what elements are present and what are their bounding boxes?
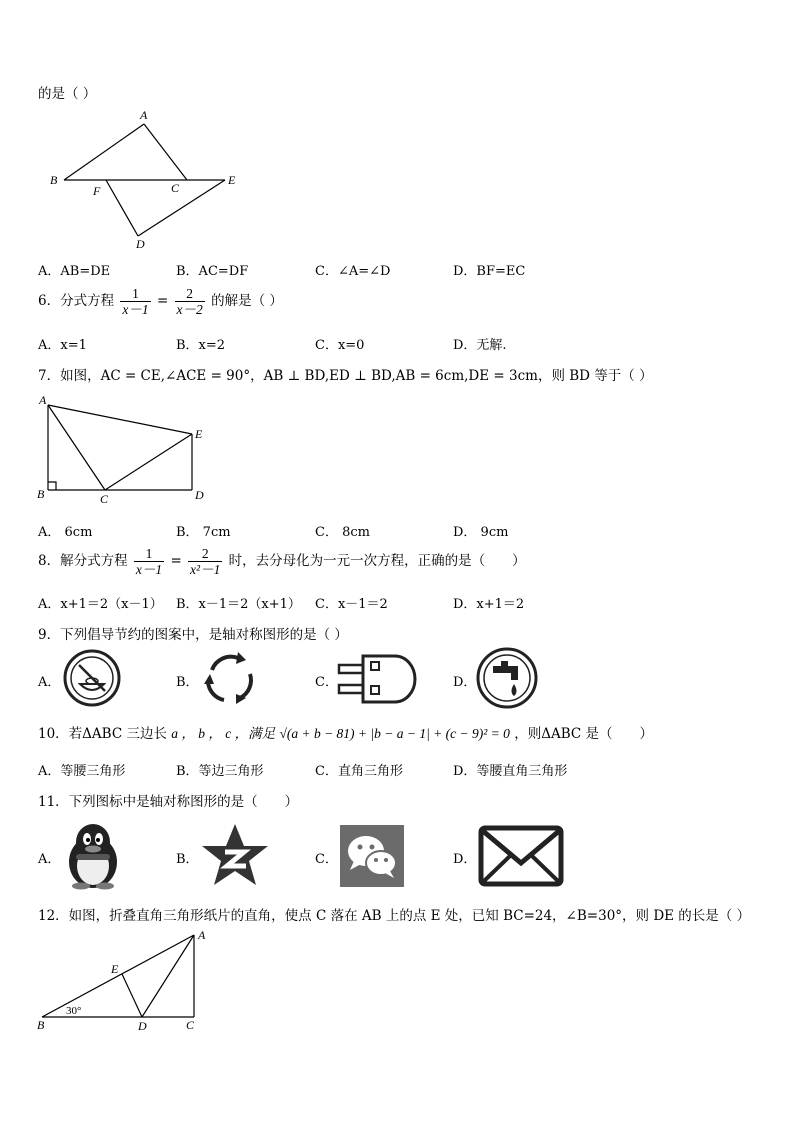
q10-suffix: ，则ΔABC 是（ ） [514,726,654,742]
q5-stem-tail: 的是（ ） [38,86,97,102]
q6-option-b[interactable]: B．x=2 [176,338,226,353]
q5-label-d: D [136,237,145,251]
q7-stem: 7．如图，AC = CE,∠ACE = 90°，AB ⊥ BD,ED ⊥ BD,AB = 6cm,DE = 3cm，则 BD 等于（ ） [38,368,653,384]
penguin-icon[interactable] [62,822,124,890]
q5-option-a[interactable]: A．AB=DE [38,264,111,279]
q10-option-d[interactable]: D．等腰直角三角形 [453,764,568,779]
q10-stem [38,722,653,742]
q11-option-b[interactable]: B． [176,852,199,867]
q8-option-d[interactable]: D．x+1＝2 [453,597,525,612]
q8-stem [38,546,526,577]
q10-expression: √(a + b − 81) + |b − a − 1| + (c − 9)² = 0 [279,726,510,741]
q5-label-f: F [93,184,101,198]
q12-label-c: C [186,1018,195,1032]
q6-option-a[interactable]: A．x=1 [38,338,87,353]
q6-stem [38,286,283,317]
q11-option-a[interactable]: A． [38,852,61,867]
power-plug-icon[interactable] [337,652,417,706]
q6-fraction-2: $\frac{2}{x-2}$ [176,286,203,317]
q9-option-a[interactable]: A． [38,675,61,690]
q8-option-c[interactable]: C．x－1＝2 [315,597,388,612]
q6-option-d[interactable]: D．无解. [453,338,507,353]
q10-option-b[interactable]: B．等边三角形 [176,764,264,779]
q8-option-b[interactable]: B．x－1＝2（x+1） [176,597,301,612]
water-faucet-icon[interactable] [475,646,539,710]
q9-option-c[interactable]: C． [315,675,338,690]
q6-prefix: 6．分式方程 [38,293,115,309]
q8-equals: = [170,553,182,569]
q10-vars: a ， b ， c ，满足 [171,726,276,741]
q5-option-d[interactable]: D．BF=EC [453,264,526,279]
q7-label-b: B [37,487,45,501]
q12-stem: 12．如图，折叠直角三角形纸片的直角，使点 C 落在 AB 上的点 E 处，已知 BC=24，∠B=30°，则 DE 的长是（ ） [38,908,751,924]
q7-label-a: A [39,393,47,407]
q11-stem: 11．下列图标中是轴对称图形的是（ ） [38,794,299,810]
star-z-icon[interactable] [200,822,270,888]
q5-label-b: B [50,173,58,187]
q9-option-b[interactable]: B． [176,675,199,690]
q7-option-d[interactable]: D． 9cm [453,525,509,540]
q9-option-d[interactable]: D． [453,675,477,690]
q12-label-d: D [138,1019,147,1033]
q12-label-a: A [198,928,206,942]
no-food-waste-icon[interactable] [62,648,122,708]
q8-option-a[interactable]: A．x+1＝2（x－1） [38,597,163,612]
q12-figure [34,925,214,1035]
q5-label-c: C [171,181,180,195]
q6-fraction-1: $\frac{1}{x-1}$ [122,286,149,317]
q6-suffix: 的解是（ ） [211,293,283,309]
q7-label-c: C [100,492,109,506]
q8-fraction-1: $\frac{1}{x-1}$ [135,546,163,577]
q8-fraction-2: $\frac{2}{\text{x²－1}}$ [190,546,221,577]
q7-figure [34,390,219,510]
envelope-icon[interactable] [478,825,564,887]
q8-prefix: 8．解分式方程 [38,553,128,569]
q11-option-d[interactable]: D． [453,852,477,867]
q12-angle-label: 30° [66,1005,82,1017]
q10-prefix: 10．若ΔABC 三边长 [38,726,167,742]
q5-figure [40,100,250,255]
q5-option-c[interactable]: C．∠A=∠D [315,264,391,279]
recycle-arrows-icon[interactable] [200,648,260,708]
q10-option-c[interactable]: C．直角三角形 [315,764,403,779]
q10-option-a[interactable]: A．等腰三角形 [38,764,126,779]
q7-option-b[interactable]: B． 7cm [176,525,231,540]
q5-label-a: A [140,108,148,122]
chat-bubbles-icon[interactable] [340,825,404,887]
q12-label-b: B [37,1018,45,1032]
q6-option-c[interactable]: C．x=0 [315,338,365,353]
q12-label-e: E [111,962,119,976]
q5-label-e: E [228,173,236,187]
q7-label-d: D [195,488,204,502]
q6-equals: = [156,293,169,309]
q8-suffix: 时，去分母化为一元一次方程，正确的是（ ） [228,553,526,569]
q7-label-e: E [195,427,203,441]
q9-stem: 9．下列倡导节约的图案中，是轴对称图形的是（ ） [38,627,348,643]
q7-option-a[interactable]: A． 6cm [38,525,93,540]
q11-option-c[interactable]: C． [315,852,338,867]
q7-option-c[interactable]: C． 8cm [315,525,370,540]
q5-option-b[interactable]: B．AC=DF [176,264,249,279]
